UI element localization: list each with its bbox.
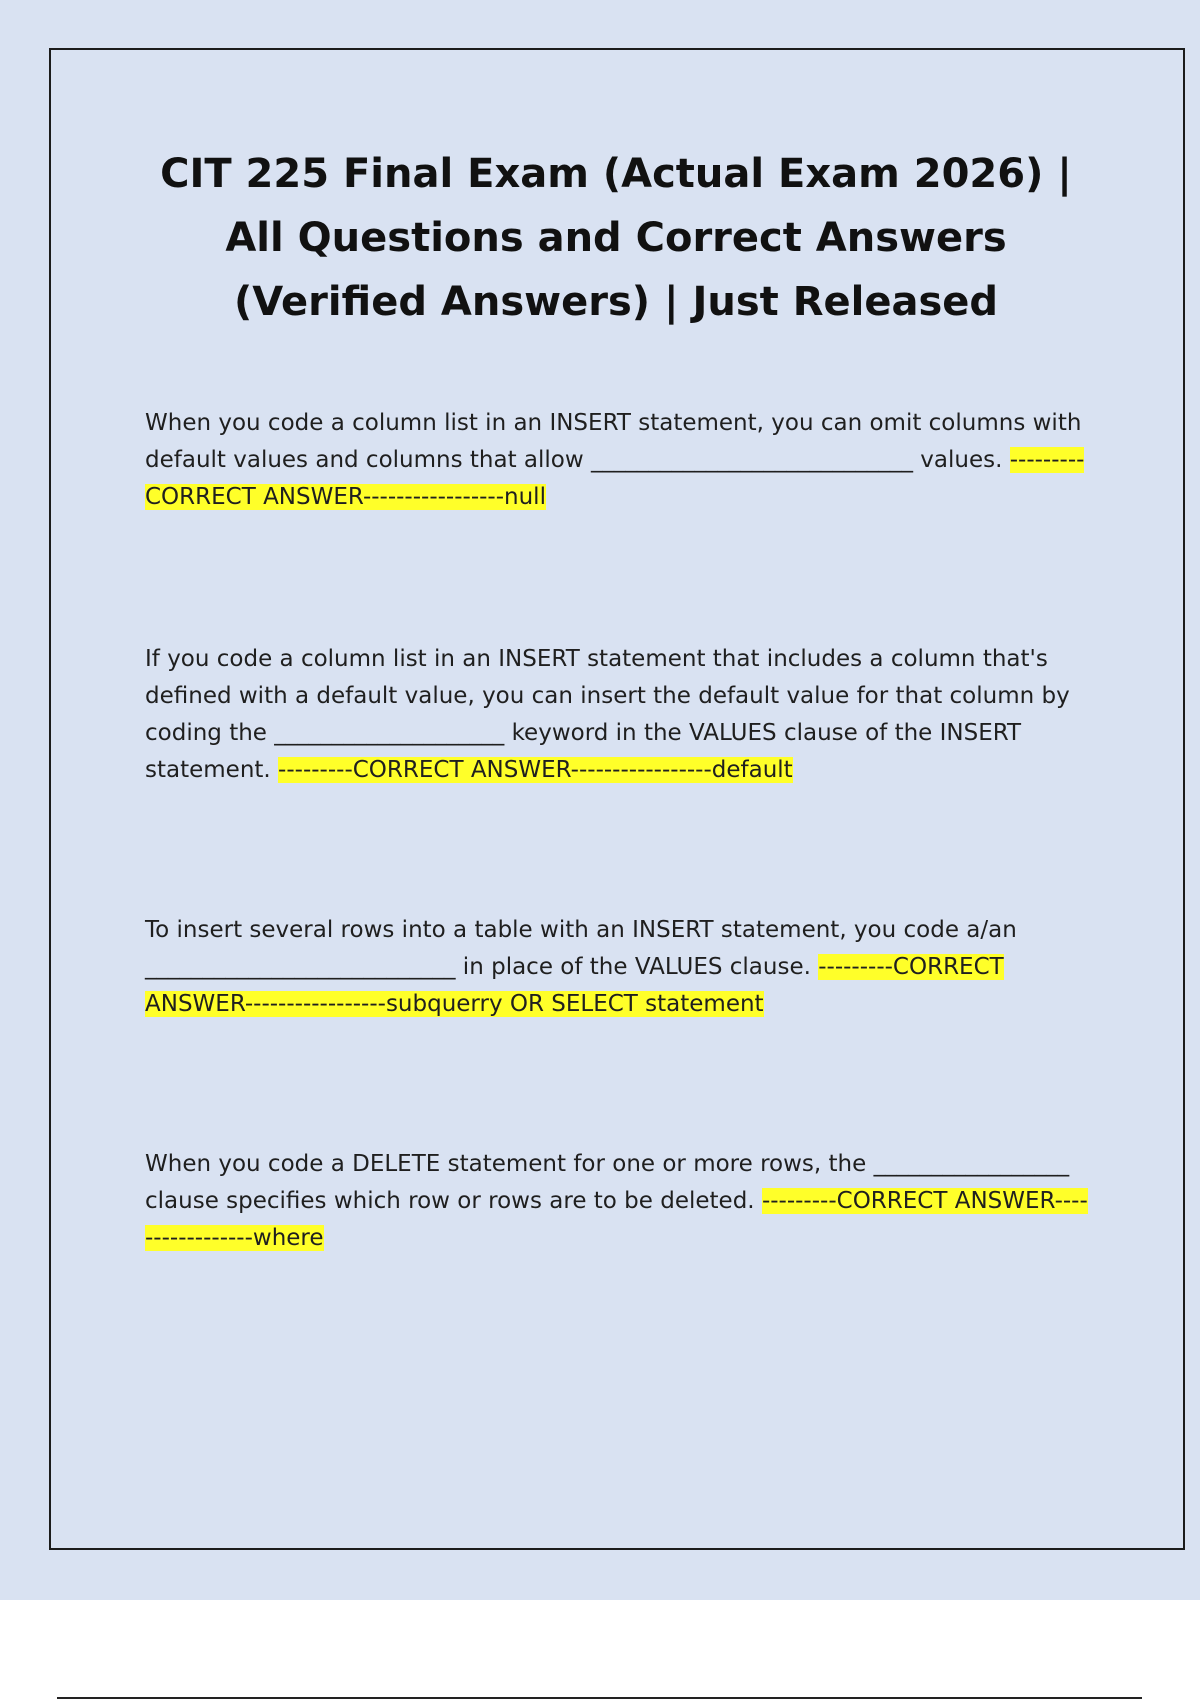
- answer-highlight: ---------CORRECT ANSWER-----------------subquerry OR SELECT statement: [145, 954, 1004, 1017]
- question-answer-3: [145, 912, 1095, 1023]
- answer-highlight: ---------CORRECT ANSWER-----------------null: [145, 447, 1085, 510]
- question-text: When you code a DELETE statement for one or more rows, the _________________ clause specifies which row or rows are to be deleted.: [145, 1151, 1070, 1214]
- question-answer-2: [145, 641, 1095, 789]
- answer-highlight: ---------CORRECT ANSWER-----------------where: [145, 1188, 1088, 1251]
- question-text: If you code a column list in an INSERT statement that includes a column that's defined with a default value, you can insert the default value for that column by coding the ____________________ keyword in the VALUES clause of the INSERT statement.: [145, 646, 1070, 783]
- question-answer-4: [145, 1146, 1095, 1257]
- footer-rule: [57, 1697, 1142, 1699]
- question-answer-1: [145, 405, 1095, 516]
- document-title: CIT 225 Final Exam (Actual Exam 2026) | All Questions and Correct Answers (Verified Answers) | Just Released: [160, 151, 1072, 325]
- question-text: When you code a column list in an INSERT statement, you can omit columns with default values and columns that allow ____________________________ values.: [145, 410, 1082, 473]
- answer-highlight: ---------CORRECT ANSWER-----------------default: [278, 757, 793, 783]
- question-text: To insert several rows into a table with an INSERT statement, you code a/an ___________________________ in place of the VALUES clause.: [145, 917, 1017, 980]
